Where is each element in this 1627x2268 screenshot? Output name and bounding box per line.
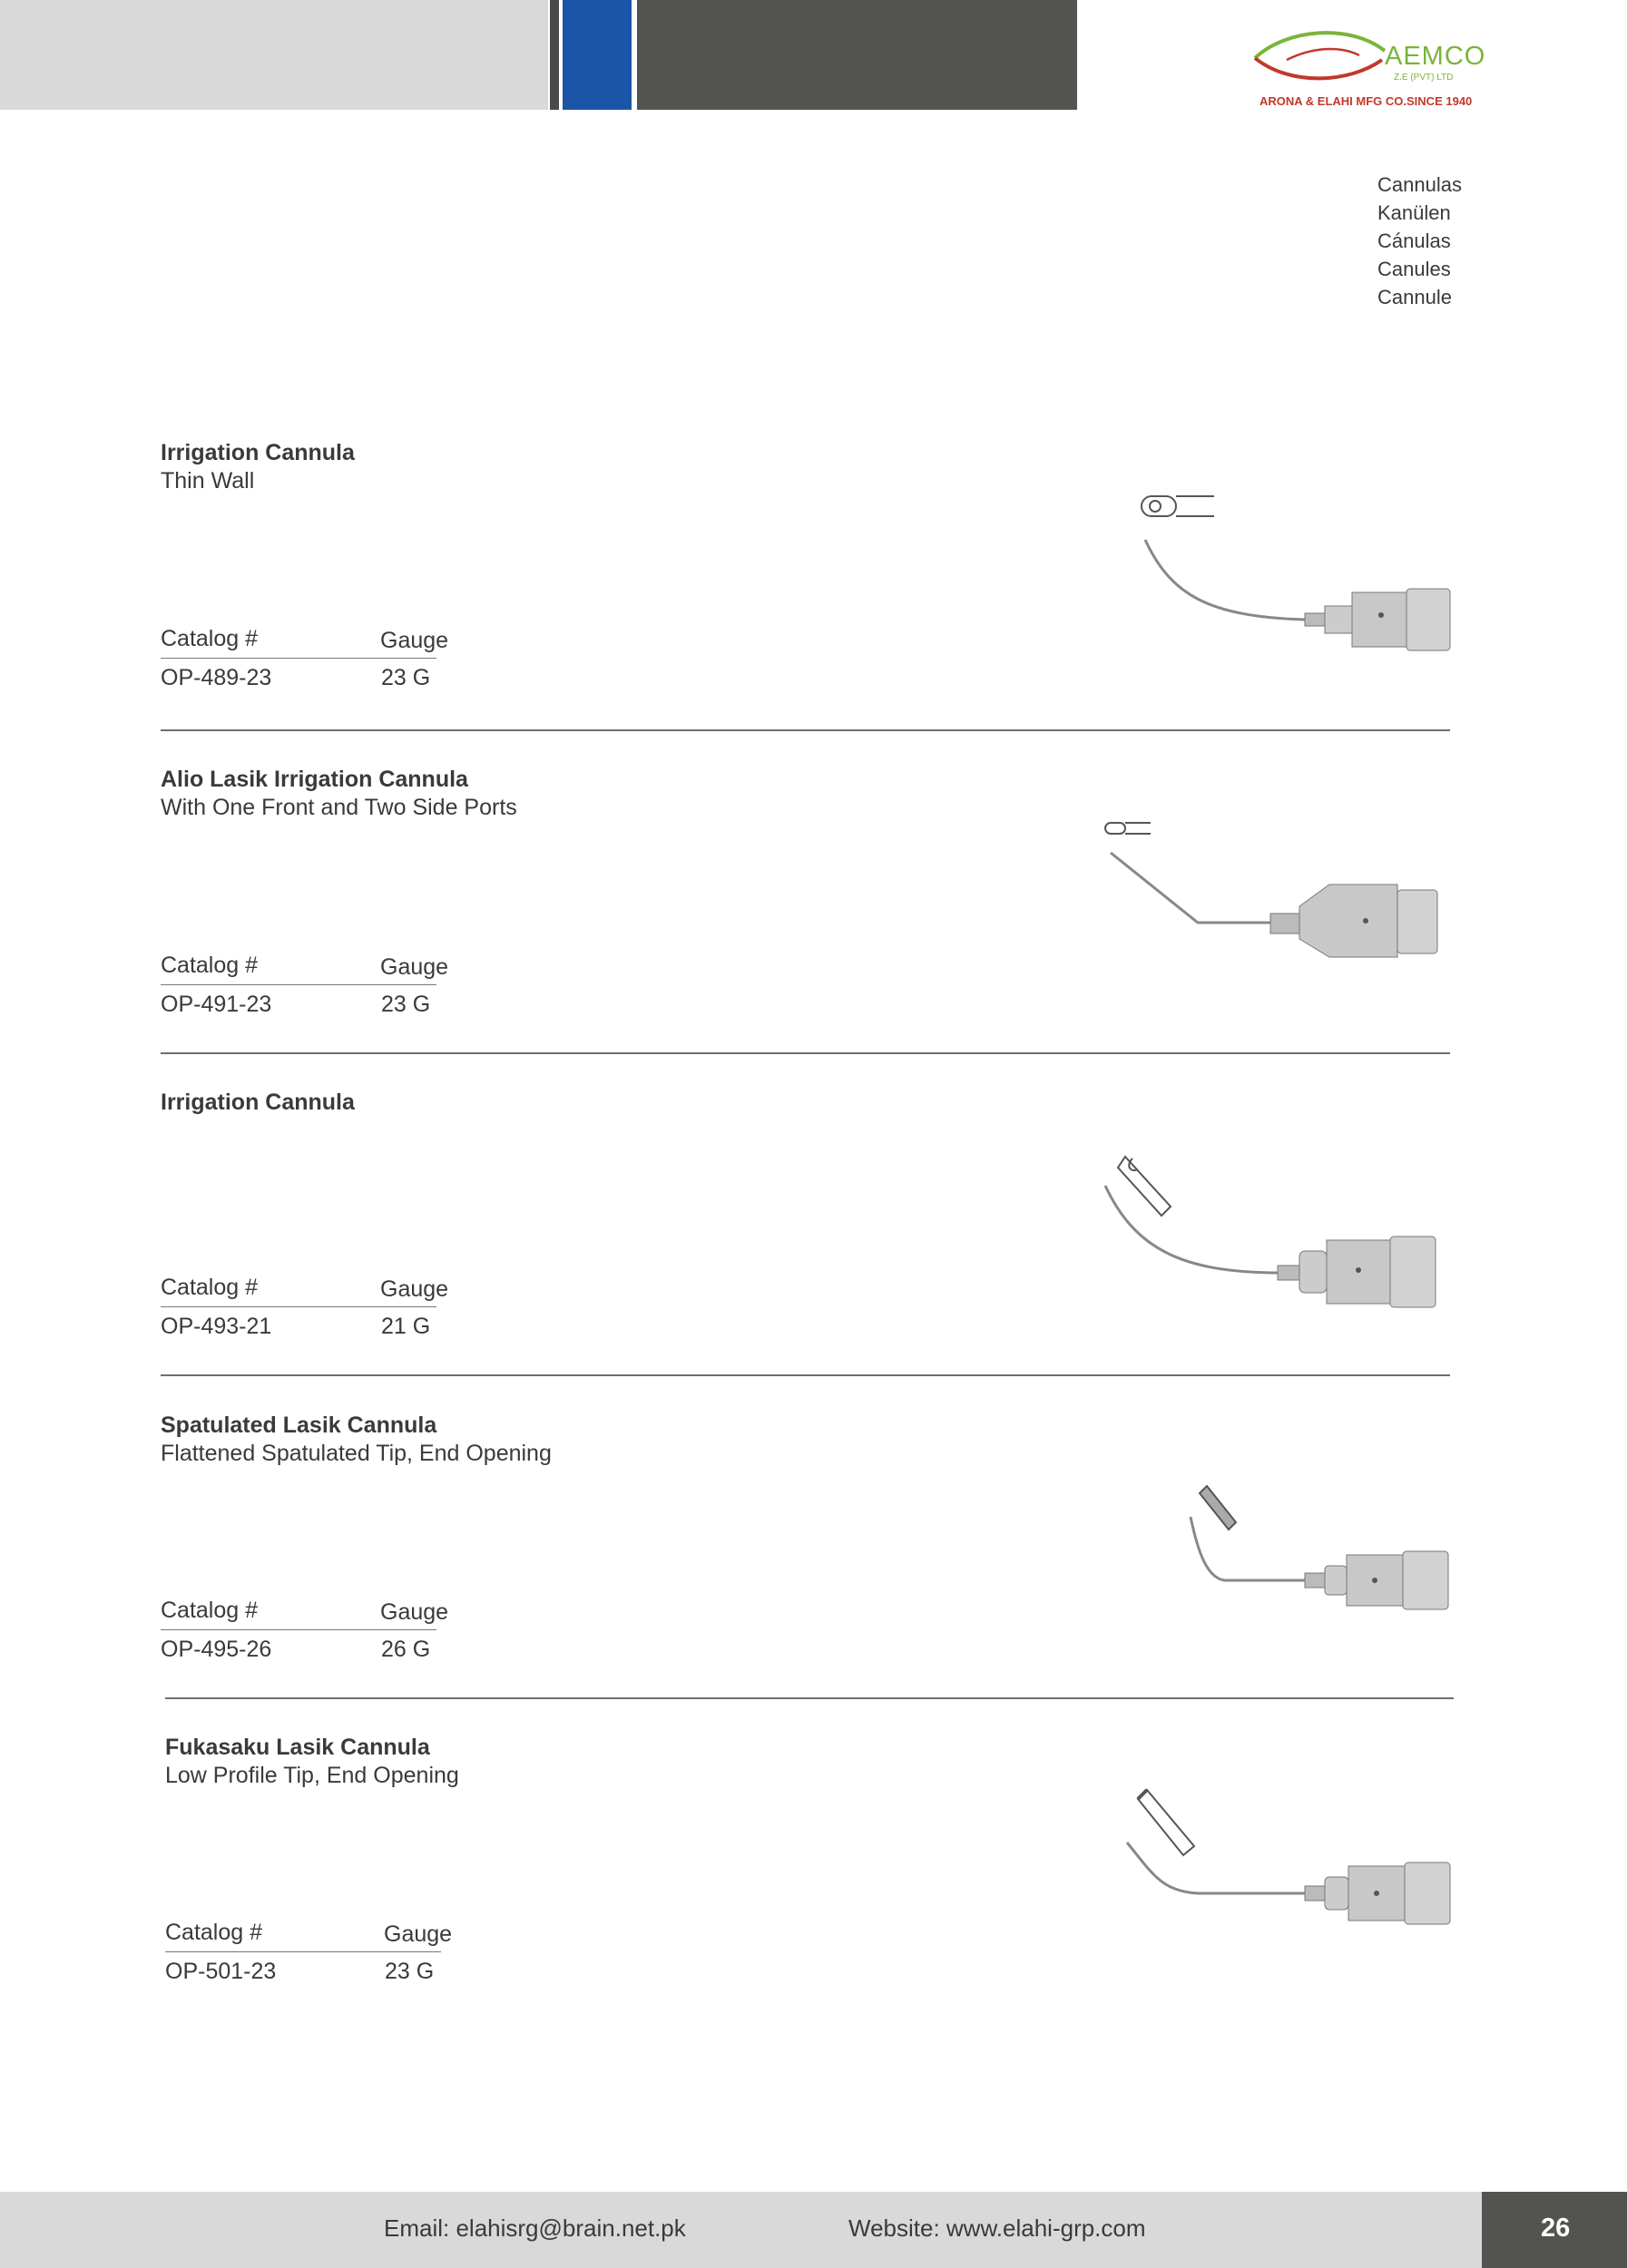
section-divider	[161, 729, 1450, 731]
logo-subtitle: Z.E (PVT) LTD	[1394, 73, 1454, 83]
catalog-header: Catalog #	[161, 1275, 259, 1300]
cannula-illustration	[1180, 1479, 1461, 1624]
product-title: Alio Lasik Irrigation Cannula	[161, 767, 468, 792]
cannula-illustration	[1125, 485, 1461, 658]
logo-tagline: ARONA & ELAHI MFG CO.SINCE 1940	[1259, 94, 1473, 108]
catalog-number: OP-495-26	[161, 1637, 272, 1662]
header-band-dark	[637, 0, 1077, 110]
footer-band	[0, 2192, 1627, 2268]
catalog-number: OP-501-23	[165, 1959, 277, 1984]
product-title: Fukasaku Lasik Cannula	[165, 1735, 430, 1760]
header-band-blue	[563, 0, 632, 110]
table-rule	[161, 658, 436, 659]
product-title: Irrigation Cannula	[161, 440, 355, 465]
product-title: Spatulated Lasik Cannula	[161, 1413, 437, 1438]
section-divider	[165, 1697, 1454, 1699]
section-title-es: Cánulas	[1377, 230, 1451, 252]
catalog-number: OP-493-21	[161, 1314, 272, 1339]
catalog-number: OP-489-23	[161, 665, 272, 690]
footer-email: Email: elahisrg@brain.net.pk	[384, 2214, 686, 2242]
leaf-logo-icon	[1250, 24, 1387, 87]
gauge-value: 23 G	[381, 665, 431, 690]
catalog-number: OP-491-23	[161, 992, 272, 1017]
header-band-light	[0, 0, 548, 110]
cannula-illustration	[1098, 1139, 1461, 1320]
product-subtitle: Thin Wall	[161, 468, 255, 494]
product-subtitle: Low Profile Tip, End Opening	[165, 1763, 459, 1788]
section-title-fr: Canules	[1377, 258, 1451, 280]
cannula-illustration	[1116, 1783, 1461, 1937]
cannula-illustration	[1098, 812, 1461, 984]
gauge-value: 21 G	[381, 1314, 431, 1339]
table-rule	[161, 1629, 436, 1630]
table-rule	[161, 1306, 436, 1307]
gauge-header: Gauge	[384, 1921, 453, 1947]
product-subtitle: Flattened Spatulated Tip, End Opening	[161, 1441, 552, 1466]
company-logo	[1250, 24, 1486, 114]
section-title-de: Kanülen	[1377, 201, 1451, 224]
catalog-header: Catalog #	[161, 626, 259, 651]
table-rule	[161, 984, 436, 985]
gauge-header: Gauge	[380, 628, 449, 653]
section-title-en: Cannulas	[1377, 173, 1462, 196]
footer-website: Website: www.elahi-grp.com	[848, 2214, 1146, 2242]
header-band-separator	[550, 0, 559, 110]
gauge-value: 23 G	[381, 992, 431, 1017]
table-rule	[165, 1951, 441, 1952]
page-number: 26	[1541, 2214, 1571, 2243]
section-divider	[161, 1052, 1450, 1054]
catalog-header: Catalog #	[161, 1598, 259, 1623]
section-divider	[161, 1374, 1450, 1376]
catalog-header: Catalog #	[161, 953, 259, 978]
gauge-header: Gauge	[380, 1599, 449, 1625]
gauge-header: Gauge	[380, 1276, 449, 1302]
logo-name: AEMCO	[1385, 42, 1486, 71]
product-subtitle: With One Front and Two Side Ports	[161, 795, 517, 820]
section-title-it: Cannule	[1377, 286, 1452, 308]
product-title: Irrigation Cannula	[161, 1090, 355, 1115]
gauge-value: 26 G	[381, 1637, 431, 1662]
gauge-value: 23 G	[385, 1959, 435, 1984]
catalog-header: Catalog #	[165, 1920, 263, 1945]
section-title-list	[1377, 171, 1462, 311]
gauge-header: Gauge	[380, 954, 449, 980]
